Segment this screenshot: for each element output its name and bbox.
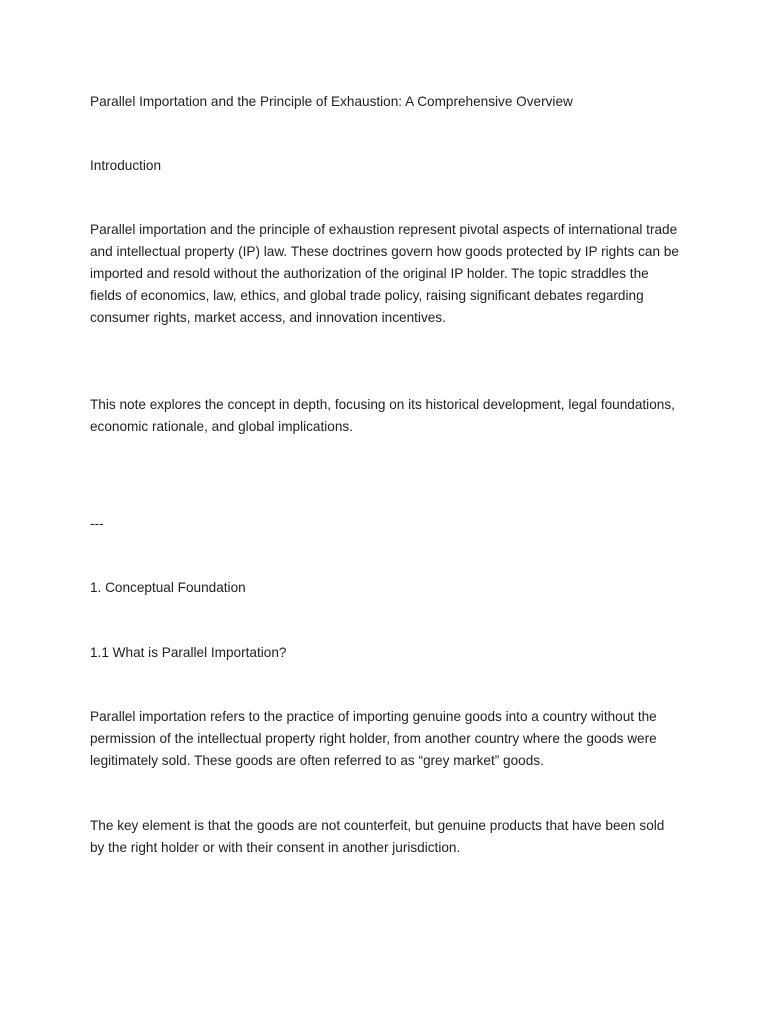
introduction-paragraph: This note explores the concept in depth, focusing on its historical development, legal foundations, economic rationale, and global implications. bbox=[90, 397, 675, 434]
introduction-heading: Introduction bbox=[90, 158, 162, 173]
introduction-paragraph: Parallel importation and the principle of exhaustion represent pivotal aspects of international trade and intellectual property (IP) law. These doctrines govern how goods protected by IP rights can be imported and resold without the authorization of the original IP holder. The topic straddles the fields of economics, law, ethics, and global trade policy, raising significant debates regarding consumer rights, market access, and innovation incentives. bbox=[90, 222, 679, 325]
section-heading: 1. Conceptual Foundation bbox=[90, 580, 246, 595]
subsection-heading: 1.1 What is Parallel Importation? bbox=[90, 645, 287, 660]
section-divider: --- bbox=[90, 516, 104, 531]
body-paragraph: The key element is that the goods are not counterfeit, but genuine products that have been sold by the right holder or with their consent in another jurisdiction. bbox=[90, 818, 665, 855]
body-paragraph: Parallel importation refers to the practice of importing genuine goods into a country without the permission of the intellectual property right holder, from another country where the goods were legitimately sold. These goods are often referred to as “grey market” goods. bbox=[90, 709, 657, 768]
document-title: Parallel Importation and the Principle of Exhaustion: A Comprehensive Overview bbox=[90, 94, 573, 109]
